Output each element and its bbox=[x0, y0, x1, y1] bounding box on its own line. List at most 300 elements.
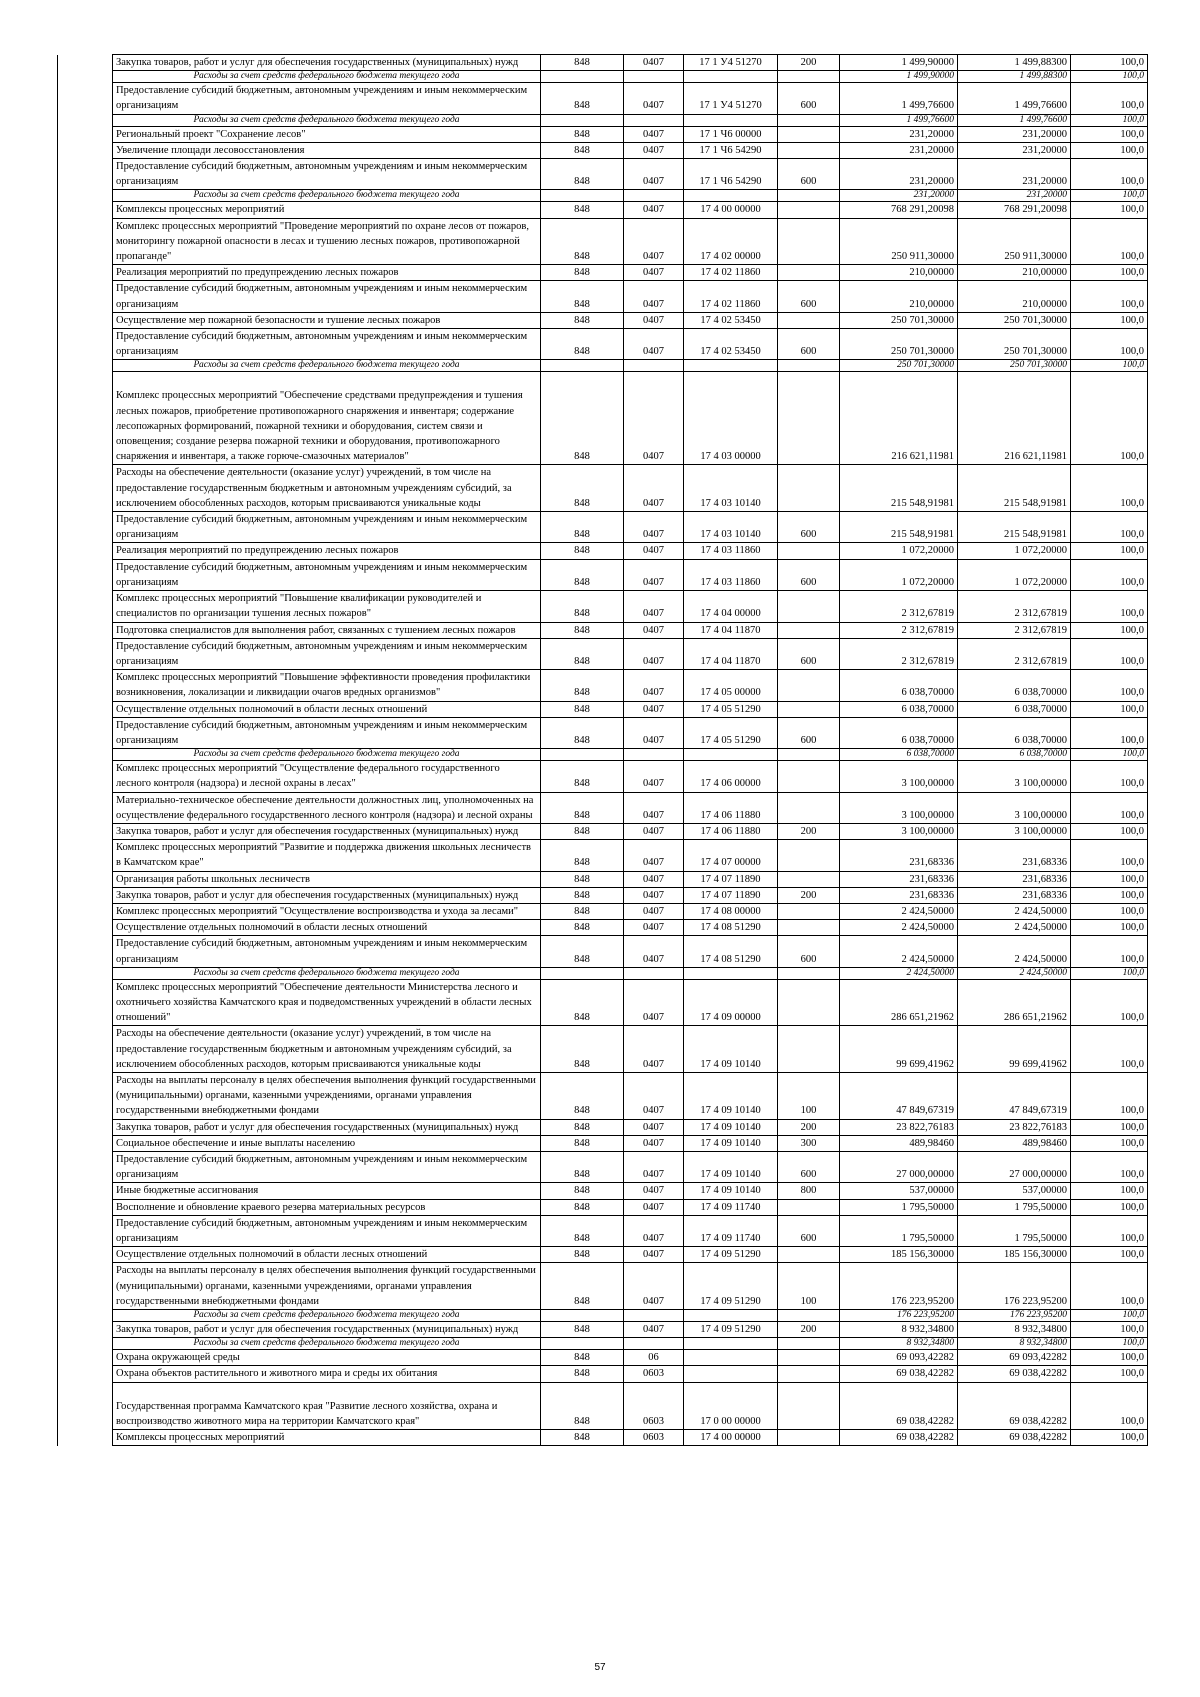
execution-percent: 100,0 bbox=[1071, 1183, 1148, 1199]
row-name: Расходы за счет средств федерального бюджета текущего года bbox=[113, 360, 541, 372]
planned-amount: 23 822,76183 bbox=[840, 1119, 958, 1135]
executed-amount: 6 038,70000 bbox=[958, 717, 1071, 748]
executed-amount: 250 701,30000 bbox=[958, 312, 1071, 328]
target-article-code: 17 4 09 10140 bbox=[684, 1119, 778, 1135]
row-margin-cell bbox=[58, 126, 113, 142]
execution-percent: 100,0 bbox=[1071, 543, 1148, 559]
expense-type-code: 200 bbox=[778, 55, 840, 71]
execution-percent: 100,0 bbox=[1071, 83, 1148, 114]
expense-type-code bbox=[778, 1366, 840, 1382]
section-code: 0407 bbox=[624, 670, 684, 701]
expense-type-code bbox=[778, 1350, 840, 1366]
execution-percent: 100,0 bbox=[1071, 1247, 1148, 1263]
table-note-row bbox=[58, 1338, 1148, 1350]
target-article-code: 17 1 У4 51270 bbox=[684, 83, 778, 114]
expense-type-code: 200 bbox=[778, 1322, 840, 1338]
target-article-code: 17 4 08 51290 bbox=[684, 920, 778, 936]
execution-percent: 100,0 bbox=[1071, 903, 1148, 919]
table-row bbox=[58, 717, 1148, 748]
row-name: Расходы на выплаты персоналу в целях обеспечения выполнения функций государственными (муниципальными) органами, казенными учреждениями, органами управления государственными внебюджетными фондами bbox=[113, 1072, 541, 1119]
target-article-code: 17 4 08 00000 bbox=[684, 903, 778, 919]
execution-percent: 100,0 bbox=[1071, 638, 1148, 669]
table-row bbox=[58, 559, 1148, 590]
section-code: 0407 bbox=[624, 1215, 684, 1246]
execution-percent: 100,0 bbox=[1071, 1215, 1148, 1246]
target-article-code: 17 4 02 53450 bbox=[684, 312, 778, 328]
admin-code: 848 bbox=[541, 979, 624, 1026]
executed-amount: 2 424,50000 bbox=[958, 920, 1071, 936]
admin-code: 848 bbox=[541, 1152, 624, 1183]
row-margin-cell bbox=[58, 761, 113, 792]
admin-code: 848 bbox=[541, 465, 624, 512]
budget-report-sheet bbox=[57, 54, 1147, 1446]
executed-amount: 69 093,42282 bbox=[958, 1350, 1071, 1366]
table-row bbox=[58, 281, 1148, 312]
target-article-code bbox=[684, 1366, 778, 1382]
row-name: Предоставление субсидий бюджетным, автономным учреждениям и иным некоммерческим организациям bbox=[113, 638, 541, 669]
planned-amount: 768 291,20098 bbox=[840, 202, 958, 218]
execution-percent: 100,0 bbox=[1071, 512, 1148, 543]
table-row bbox=[58, 142, 1148, 158]
admin-code: 848 bbox=[541, 543, 624, 559]
planned-amount: 250 701,30000 bbox=[840, 329, 958, 360]
executed-amount: 1 072,20000 bbox=[958, 559, 1071, 590]
expense-type-code: 300 bbox=[778, 1135, 840, 1151]
section-code bbox=[624, 967, 684, 979]
expense-type-code bbox=[778, 1247, 840, 1263]
table-row bbox=[58, 823, 1148, 839]
planned-amount: 6 038,70000 bbox=[840, 717, 958, 748]
row-margin-cell bbox=[58, 71, 113, 83]
row-name: Расходы за счет средств федерального бюджета текущего года bbox=[113, 749, 541, 761]
expense-type-code bbox=[778, 360, 840, 372]
admin-code bbox=[541, 749, 624, 761]
row-name: Закупка товаров, работ и услуг для обеспечения государственных (муниципальных) нужд bbox=[113, 1322, 541, 1338]
planned-amount: 231,20000 bbox=[840, 142, 958, 158]
expense-type-code bbox=[778, 967, 840, 979]
execution-percent: 100,0 bbox=[1071, 979, 1148, 1026]
planned-amount: 2 312,67819 bbox=[840, 622, 958, 638]
expense-type-code: 200 bbox=[778, 887, 840, 903]
row-margin-cell bbox=[58, 1026, 113, 1073]
section-code bbox=[624, 71, 684, 83]
table-row bbox=[58, 126, 1148, 142]
table-note-row bbox=[58, 1310, 1148, 1322]
planned-amount: 69 093,42282 bbox=[840, 1350, 958, 1366]
row-name: Комплекс процессных мероприятий "Повышение эффективности проведения профилактики возникновения, локализации и ликвидации очагов вредных организмов" bbox=[113, 670, 541, 701]
row-name: Комплекс процессных мероприятий "Обеспечение деятельности Министерства лесного и охотничьего хозяйства Камчатского края и подведомственных учреждений в области лесных отношений" bbox=[113, 979, 541, 1026]
admin-code: 848 bbox=[541, 281, 624, 312]
admin-code: 848 bbox=[541, 1135, 624, 1151]
row-margin-cell bbox=[58, 920, 113, 936]
execution-percent: 100,0 bbox=[1071, 360, 1148, 372]
planned-amount: 47 849,67319 bbox=[840, 1072, 958, 1119]
expense-type-code bbox=[778, 701, 840, 717]
execution-percent: 100,0 bbox=[1071, 142, 1148, 158]
execution-percent: 100,0 bbox=[1071, 1026, 1148, 1073]
execution-percent: 100,0 bbox=[1071, 749, 1148, 761]
admin-code: 848 bbox=[541, 1322, 624, 1338]
row-name: Предоставление субсидий бюджетным, автономным учреждениям и иным некоммерческим организациям bbox=[113, 281, 541, 312]
target-article-code bbox=[684, 1350, 778, 1366]
section-code: 0407 bbox=[624, 281, 684, 312]
table-row bbox=[58, 638, 1148, 669]
expense-type-code bbox=[778, 1382, 840, 1429]
expense-type-code bbox=[778, 840, 840, 871]
execution-percent: 100,0 bbox=[1071, 840, 1148, 871]
executed-amount: 231,20000 bbox=[958, 142, 1071, 158]
planned-amount: 1 072,20000 bbox=[840, 559, 958, 590]
expense-type-code bbox=[778, 761, 840, 792]
executed-amount: 1 499,88300 bbox=[958, 71, 1071, 83]
table-row bbox=[58, 1247, 1148, 1263]
admin-code: 848 bbox=[541, 871, 624, 887]
expense-type-code bbox=[778, 749, 840, 761]
admin-code: 848 bbox=[541, 1183, 624, 1199]
table-row bbox=[58, 465, 1148, 512]
executed-amount: 176 223,95200 bbox=[958, 1310, 1071, 1322]
target-article-code: 17 1 Ч6 54290 bbox=[684, 142, 778, 158]
executed-amount: 2 424,50000 bbox=[958, 903, 1071, 919]
executed-amount: 6 038,70000 bbox=[958, 670, 1071, 701]
admin-code bbox=[541, 114, 624, 126]
target-article-code bbox=[684, 967, 778, 979]
executed-amount: 210,00000 bbox=[958, 265, 1071, 281]
section-code: 0407 bbox=[624, 265, 684, 281]
table-row bbox=[58, 1430, 1148, 1446]
section-code bbox=[624, 1310, 684, 1322]
execution-percent: 100,0 bbox=[1071, 792, 1148, 823]
row-margin-cell bbox=[58, 1215, 113, 1246]
section-code: 0407 bbox=[624, 761, 684, 792]
executed-amount: 1 499,76600 bbox=[958, 83, 1071, 114]
planned-amount: 176 223,95200 bbox=[840, 1263, 958, 1310]
admin-code bbox=[541, 1338, 624, 1350]
executed-amount: 69 038,42282 bbox=[958, 1382, 1071, 1429]
planned-amount: 8 932,34800 bbox=[840, 1322, 958, 1338]
executed-amount: 3 100,00000 bbox=[958, 792, 1071, 823]
section-code: 0407 bbox=[624, 218, 684, 265]
execution-percent: 100,0 bbox=[1071, 701, 1148, 717]
planned-amount: 3 100,00000 bbox=[840, 823, 958, 839]
admin-code bbox=[541, 360, 624, 372]
expense-type-code: 600 bbox=[778, 159, 840, 190]
execution-percent: 100,0 bbox=[1071, 114, 1148, 126]
section-code: 0407 bbox=[624, 840, 684, 871]
executed-amount: 215 548,91981 bbox=[958, 512, 1071, 543]
planned-amount: 1 795,50000 bbox=[840, 1215, 958, 1246]
table-row bbox=[58, 159, 1148, 190]
row-name: Комплекс процессных мероприятий "Повышение квалификации руководителей и специалистов по организации тушения лесных пожаров" bbox=[113, 591, 541, 622]
planned-amount: 1 795,50000 bbox=[840, 1199, 958, 1215]
admin-code: 848 bbox=[541, 159, 624, 190]
target-article-code: 17 4 02 00000 bbox=[684, 218, 778, 265]
planned-amount: 3 100,00000 bbox=[840, 792, 958, 823]
executed-amount: 215 548,91981 bbox=[958, 465, 1071, 512]
execution-percent: 100,0 bbox=[1071, 55, 1148, 71]
admin-code: 848 bbox=[541, 1072, 624, 1119]
row-margin-cell bbox=[58, 622, 113, 638]
row-margin-cell bbox=[58, 360, 113, 372]
execution-percent: 100,0 bbox=[1071, 1322, 1148, 1338]
row-name: Закупка товаров, работ и услуг для обеспечения государственных (муниципальных) нужд bbox=[113, 1119, 541, 1135]
row-margin-cell bbox=[58, 159, 113, 190]
table-body bbox=[58, 55, 1148, 1446]
target-article-code: 17 4 07 00000 bbox=[684, 840, 778, 871]
planned-amount: 216 621,11981 bbox=[840, 372, 958, 465]
table-row bbox=[58, 792, 1148, 823]
table-row bbox=[58, 202, 1148, 218]
expense-type-code bbox=[778, 265, 840, 281]
section-code: 0407 bbox=[624, 887, 684, 903]
table-row bbox=[58, 1382, 1148, 1429]
target-article-code: 17 4 09 10140 bbox=[684, 1135, 778, 1151]
section-code: 06 bbox=[624, 1350, 684, 1366]
execution-percent: 100,0 bbox=[1071, 465, 1148, 512]
executed-amount: 2 424,50000 bbox=[958, 936, 1071, 967]
row-margin-cell bbox=[58, 701, 113, 717]
table-note-row bbox=[58, 360, 1148, 372]
section-code: 0407 bbox=[624, 559, 684, 590]
expense-type-code bbox=[778, 1026, 840, 1073]
table-row bbox=[58, 1072, 1148, 1119]
row-name: Расходы за счет средств федерального бюджета текущего года bbox=[113, 71, 541, 83]
expense-type-code bbox=[778, 218, 840, 265]
planned-amount: 215 548,91981 bbox=[840, 512, 958, 543]
row-name: Закупка товаров, работ и услуг для обеспечения государственных (муниципальных) нужд bbox=[113, 823, 541, 839]
execution-percent: 100,0 bbox=[1071, 936, 1148, 967]
target-article-code: 17 4 04 00000 bbox=[684, 591, 778, 622]
admin-code bbox=[541, 190, 624, 202]
row-margin-cell bbox=[58, 1350, 113, 1366]
admin-code: 848 bbox=[541, 1199, 624, 1215]
table-row bbox=[58, 55, 1148, 71]
row-margin-cell bbox=[58, 202, 113, 218]
planned-amount: 1 499,90000 bbox=[840, 71, 958, 83]
planned-amount: 69 038,42282 bbox=[840, 1366, 958, 1382]
row-name: Увеличение площади лесовосстановления bbox=[113, 142, 541, 158]
target-article-code: 17 4 04 11870 bbox=[684, 638, 778, 669]
executed-amount: 6 038,70000 bbox=[958, 749, 1071, 761]
expense-type-code bbox=[778, 372, 840, 465]
execution-percent: 100,0 bbox=[1071, 265, 1148, 281]
admin-code: 848 bbox=[541, 823, 624, 839]
row-margin-cell bbox=[58, 792, 113, 823]
planned-amount: 6 038,70000 bbox=[840, 749, 958, 761]
row-name: Предоставление субсидий бюджетным, автономным учреждениям и иным некоммерческим организациям bbox=[113, 1152, 541, 1183]
section-code: 0407 bbox=[624, 792, 684, 823]
execution-percent: 100,0 bbox=[1071, 329, 1148, 360]
target-article-code: 17 4 00 00000 bbox=[684, 202, 778, 218]
admin-code: 848 bbox=[541, 1350, 624, 1366]
expense-type-code: 200 bbox=[778, 823, 840, 839]
admin-code: 848 bbox=[541, 1366, 624, 1382]
row-name: Предоставление субсидий бюджетным, автономным учреждениям и иным некоммерческим организациям bbox=[113, 936, 541, 967]
planned-amount: 489,98460 bbox=[840, 1135, 958, 1151]
executed-amount: 231,20000 bbox=[958, 159, 1071, 190]
section-code: 0407 bbox=[624, 979, 684, 1026]
section-code: 0407 bbox=[624, 823, 684, 839]
expense-type-code: 100 bbox=[778, 1263, 840, 1310]
row-margin-cell bbox=[58, 1263, 113, 1310]
execution-percent: 100,0 bbox=[1071, 559, 1148, 590]
table-row bbox=[58, 979, 1148, 1026]
table-note-row bbox=[58, 967, 1148, 979]
table-row bbox=[58, 1152, 1148, 1183]
execution-percent: 100,0 bbox=[1071, 670, 1148, 701]
admin-code: 848 bbox=[541, 840, 624, 871]
admin-code bbox=[541, 71, 624, 83]
row-name: Материально-техническое обеспечение деятельности должностных лиц, уполномоченных на осуществление федерального государственного лесного контроля (надзора) и лесной охраны bbox=[113, 792, 541, 823]
admin-code: 848 bbox=[541, 717, 624, 748]
section-code: 0407 bbox=[624, 126, 684, 142]
executed-amount: 489,98460 bbox=[958, 1135, 1071, 1151]
target-article-code: 17 4 02 11860 bbox=[684, 265, 778, 281]
row-name: Комплекс процессных мероприятий "Обеспечение средствами предупреждения и тушения лесных пожаров, приобретение противопожарного снаряжения и инвентаря; содержание лесопожарных формирований, пожарной техники и оборудования, систем связи и оповещения; создание резерва пожарной техники и оборудования, противопожарного снаряжения и инвентаря, а также горюче-смазочных материалов" bbox=[113, 372, 541, 465]
admin-code: 848 bbox=[541, 265, 624, 281]
row-name: Региональный проект "Сохранение лесов" bbox=[113, 126, 541, 142]
execution-percent: 100,0 bbox=[1071, 887, 1148, 903]
section-code bbox=[624, 1338, 684, 1350]
row-name: Организация работы школьных лесничеств bbox=[113, 871, 541, 887]
row-name: Государственная программа Камчатского края "Развитие лесного хозяйства, охрана и воспроизводство животного мира на территории Камчатского края" bbox=[113, 1382, 541, 1429]
row-margin-cell bbox=[58, 1183, 113, 1199]
expense-type-code: 200 bbox=[778, 1119, 840, 1135]
expense-type-code: 100 bbox=[778, 1072, 840, 1119]
target-article-code bbox=[684, 1310, 778, 1322]
expense-type-code bbox=[778, 114, 840, 126]
expense-type-code bbox=[778, 1430, 840, 1446]
planned-amount: 1 499,76600 bbox=[840, 83, 958, 114]
executed-amount: 1 795,50000 bbox=[958, 1199, 1071, 1215]
section-code: 0407 bbox=[624, 329, 684, 360]
row-name: Расходы на обеспечение деятельности (оказание услуг) учреждений, в том числе на предоставление государственным бюджетным и автономным учреждениям субсидий, за исключением обособленных расходов, которым присваиваются уникальные коды bbox=[113, 465, 541, 512]
admin-code: 848 bbox=[541, 559, 624, 590]
target-article-code: 17 4 07 11890 bbox=[684, 871, 778, 887]
planned-amount: 27 000,00000 bbox=[840, 1152, 958, 1183]
execution-percent: 100,0 bbox=[1071, 823, 1148, 839]
executed-amount: 250 911,30000 bbox=[958, 218, 1071, 265]
row-name: Расходы за счет средств федерального бюджета текущего года bbox=[113, 114, 541, 126]
row-name: Осуществление мер пожарной безопасности и тушение лесных пожаров bbox=[113, 312, 541, 328]
row-margin-cell bbox=[58, 1366, 113, 1382]
table-row bbox=[58, 512, 1148, 543]
execution-percent: 100,0 bbox=[1071, 372, 1148, 465]
target-article-code: 17 4 07 11890 bbox=[684, 887, 778, 903]
execution-percent: 100,0 bbox=[1071, 761, 1148, 792]
execution-percent: 100,0 bbox=[1071, 1366, 1148, 1382]
section-code: 0603 bbox=[624, 1382, 684, 1429]
target-article-code: 17 4 09 51290 bbox=[684, 1247, 778, 1263]
row-name: Осуществление отдельных полномочий в области лесных отношений bbox=[113, 701, 541, 717]
row-name: Расходы за счет средств федерального бюджета текущего года bbox=[113, 190, 541, 202]
admin-code: 848 bbox=[541, 701, 624, 717]
executed-amount: 69 038,42282 bbox=[958, 1430, 1071, 1446]
row-name: Предоставление субсидий бюджетным, автономным учреждениям и иным некоммерческим организациям bbox=[113, 1215, 541, 1246]
target-article-code: 17 1 Ч6 00000 bbox=[684, 126, 778, 142]
row-name: Расходы за счет средств федерального бюджета текущего года bbox=[113, 967, 541, 979]
row-margin-cell bbox=[58, 840, 113, 871]
planned-amount: 8 932,34800 bbox=[840, 1338, 958, 1350]
target-article-code: 17 4 00 00000 bbox=[684, 1430, 778, 1446]
section-code: 0407 bbox=[624, 1199, 684, 1215]
table-row bbox=[58, 1135, 1148, 1151]
row-margin-cell bbox=[58, 1119, 113, 1135]
expense-type-code bbox=[778, 903, 840, 919]
expense-type-code bbox=[778, 543, 840, 559]
table-row bbox=[58, 761, 1148, 792]
executed-amount: 250 701,30000 bbox=[958, 360, 1071, 372]
table-note-row bbox=[58, 749, 1148, 761]
row-name: Комплексы процессных мероприятий bbox=[113, 202, 541, 218]
planned-amount: 3 100,00000 bbox=[840, 761, 958, 792]
row-name: Закупка товаров, работ и услуг для обеспечения государственных (муниципальных) нужд bbox=[113, 55, 541, 71]
executed-amount: 23 822,76183 bbox=[958, 1119, 1071, 1135]
executed-amount: 8 932,34800 bbox=[958, 1322, 1071, 1338]
table-row bbox=[58, 1215, 1148, 1246]
table-row bbox=[58, 840, 1148, 871]
section-code bbox=[624, 190, 684, 202]
execution-percent: 100,0 bbox=[1071, 1199, 1148, 1215]
row-margin-cell bbox=[58, 717, 113, 748]
row-name: Осуществление отдельных полномочий в области лесных отношений bbox=[113, 1247, 541, 1263]
section-code: 0407 bbox=[624, 622, 684, 638]
admin-code: 848 bbox=[541, 1026, 624, 1073]
executed-amount: 1 499,88300 bbox=[958, 55, 1071, 71]
executed-amount: 231,20000 bbox=[958, 126, 1071, 142]
row-margin-cell bbox=[58, 967, 113, 979]
row-margin-cell bbox=[58, 871, 113, 887]
admin-code: 848 bbox=[541, 638, 624, 669]
execution-percent: 100,0 bbox=[1071, 71, 1148, 83]
table-note-row bbox=[58, 71, 1148, 83]
target-article-code: 17 4 09 10140 bbox=[684, 1152, 778, 1183]
execution-percent: 100,0 bbox=[1071, 717, 1148, 748]
row-margin-cell bbox=[58, 979, 113, 1026]
expense-type-code bbox=[778, 871, 840, 887]
table-row bbox=[58, 670, 1148, 701]
row-name: Предоставление субсидий бюджетным, автономным учреждениям и иным некоммерческим организациям bbox=[113, 329, 541, 360]
planned-amount: 231,68336 bbox=[840, 871, 958, 887]
executed-amount: 210,00000 bbox=[958, 281, 1071, 312]
planned-amount: 1 072,20000 bbox=[840, 543, 958, 559]
row-margin-cell bbox=[58, 114, 113, 126]
executed-amount: 3 100,00000 bbox=[958, 823, 1071, 839]
row-name: Реализация мероприятий по предупреждению лесных пожаров bbox=[113, 265, 541, 281]
row-margin-cell bbox=[58, 887, 113, 903]
table-row bbox=[58, 329, 1148, 360]
section-code: 0407 bbox=[624, 1322, 684, 1338]
row-margin-cell bbox=[58, 591, 113, 622]
target-article-code: 17 4 06 00000 bbox=[684, 761, 778, 792]
planned-amount: 2 424,50000 bbox=[840, 920, 958, 936]
executed-amount: 69 038,42282 bbox=[958, 1366, 1071, 1382]
expense-type-code bbox=[778, 1338, 840, 1350]
executed-amount: 286 651,21962 bbox=[958, 979, 1071, 1026]
page-number: 57 bbox=[594, 1662, 606, 1673]
admin-code: 848 bbox=[541, 792, 624, 823]
table-row bbox=[58, 1183, 1148, 1199]
row-name: Осуществление отдельных полномочий в области лесных отношений bbox=[113, 920, 541, 936]
table-row bbox=[58, 543, 1148, 559]
section-code: 0407 bbox=[624, 543, 684, 559]
section-code: 0407 bbox=[624, 1247, 684, 1263]
admin-code: 848 bbox=[541, 218, 624, 265]
row-name: Расходы на выплаты персоналу в целях обеспечения выполнения функций государственными (муниципальными) органами, казенными учреждениями, органами управления государственными внебюджетными фондами bbox=[113, 1263, 541, 1310]
planned-amount: 2 312,67819 bbox=[840, 591, 958, 622]
target-article-code: 17 4 08 51290 bbox=[684, 936, 778, 967]
execution-percent: 100,0 bbox=[1071, 1152, 1148, 1183]
